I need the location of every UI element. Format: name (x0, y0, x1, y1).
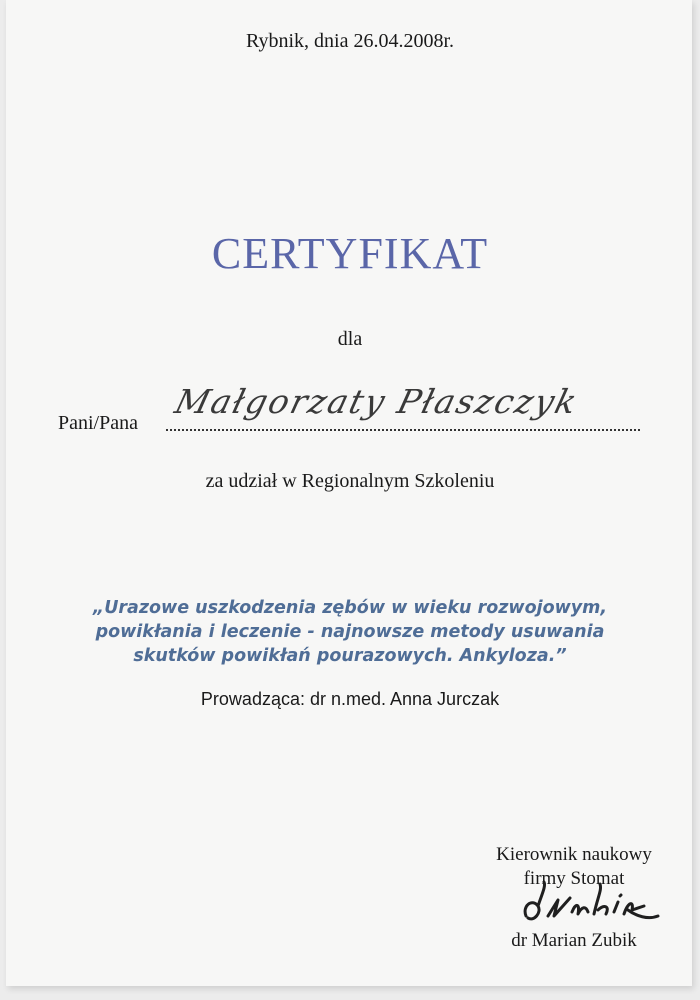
signatory-name: dr Marian Zubik (511, 930, 637, 951)
course-title-line: „Urazowe uszkodzenia zębów w wieku rozwojowym, (92, 598, 608, 618)
place-date: Rybnik, dnia 26.04.2008r. (245, 30, 455, 52)
recipient-name: Małgorzaty Płaszczyk (171, 382, 583, 421)
course-leader: Prowadząca: dr n.med. Anna Jurczak (200, 689, 500, 709)
dotted-line (166, 429, 640, 431)
handwritten-signature (514, 876, 664, 936)
for-label: dla (337, 328, 363, 350)
participation-text: za udział w Regionalnym Szkoleniu (205, 470, 495, 492)
recipient-row (58, 382, 640, 440)
course-title-line: skutków powikłań pourazowych. Ankyloza.” (133, 646, 567, 666)
certificate-page (6, 0, 692, 986)
signatory-role-line: Kierownik naukowy (496, 844, 652, 865)
certificate-title: CERTYFIKAT (211, 229, 489, 278)
course-title (0, 596, 700, 668)
recipient-label: Pani/Pana (58, 412, 138, 434)
signatory-role-line: firmy Stomat (523, 868, 625, 889)
course-title-line: powikłania i leczenie - najnowsze metody usuwania (95, 622, 605, 642)
